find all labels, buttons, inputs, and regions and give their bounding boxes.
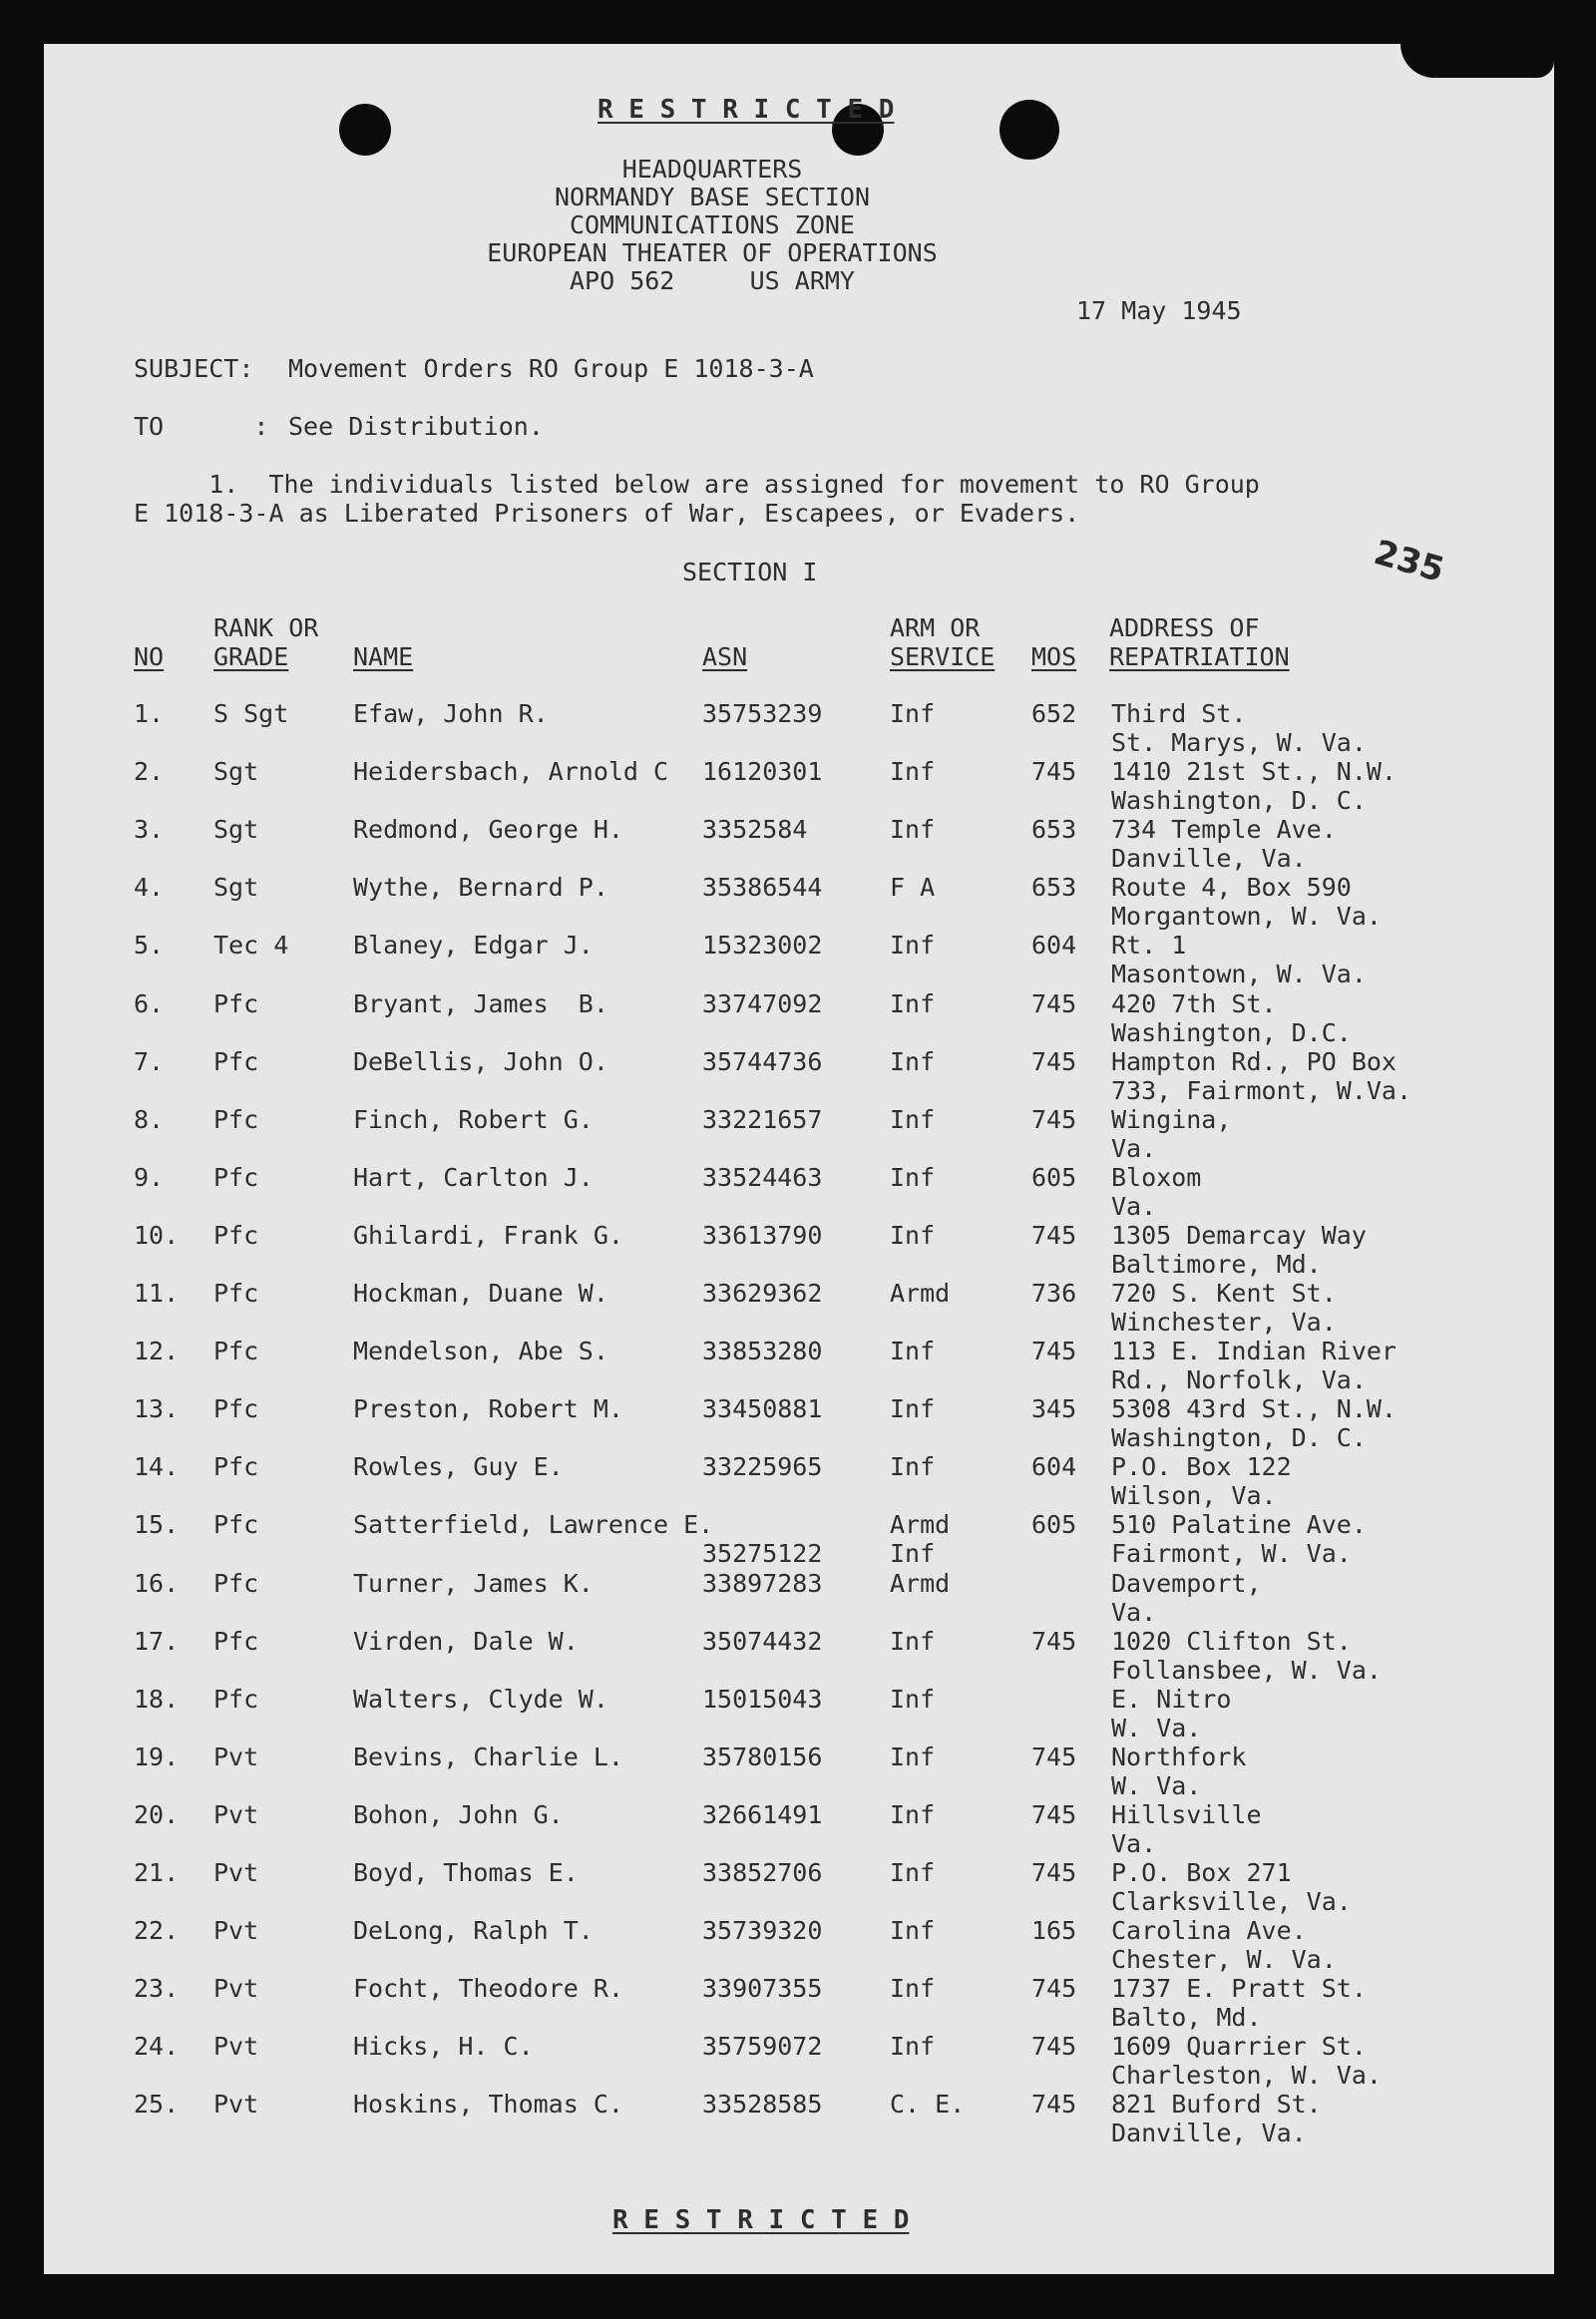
cell-rank: Pfc [213, 1279, 259, 1308]
cell-name: Hoskins, Thomas C. [353, 2090, 623, 2120]
cell-arm2: Inf [890, 1539, 936, 1569]
cell-addr2: Charleston, W. Va. [1111, 2061, 1382, 2091]
cell-asn: 15323002 [702, 931, 823, 961]
cell-addr1: Davemport, [1111, 1568, 1262, 1598]
cell-name: DeLong, Ralph T. [353, 1916, 594, 1946]
cell-addr1: 734 Temple Ave. [1111, 815, 1337, 845]
cell-name: Redmond, George H. [353, 815, 623, 845]
cell-addr1: E. Nitro [1111, 1684, 1232, 1714]
cell-addr2: Rd., Norfolk, Va. [1111, 1365, 1367, 1395]
cell-mos: 745 [1031, 1626, 1077, 1656]
cell-asn: 16120301 [702, 757, 823, 787]
cell-mos: 652 [1031, 699, 1077, 728]
cell-rank: Pfc [213, 1046, 259, 1076]
to-label: TO : [134, 412, 269, 441]
cell-addr1: Bloxom [1111, 1162, 1202, 1192]
subject-label: SUBJECT: [134, 354, 254, 383]
cell-no: 24. [134, 2032, 180, 2062]
table-row [44, 700, 1554, 758]
cell-name: Hart, Carlton J. [353, 1162, 594, 1192]
cell-no: 18. [134, 1684, 180, 1714]
footer-restricted: R E S T R I C T E D [612, 2205, 910, 2235]
cell-name: Bohon, John G. [353, 1799, 564, 1829]
subject-text: Movement Orders RO Group E 1018-3-A [288, 354, 814, 383]
cell-arm: Inf [890, 757, 936, 787]
table-row [44, 1280, 1554, 1338]
cell-rank: S Sgt [213, 699, 289, 728]
cell-addr2: Danville, Va. [1111, 844, 1307, 874]
section-title: SECTION I [682, 558, 818, 586]
header-no: NO [134, 642, 165, 671]
cell-no: 4. [134, 873, 165, 903]
cell-arm: Inf [890, 815, 936, 845]
cell-asn: 15015043 [702, 1684, 823, 1714]
torn-corner [1400, 44, 1554, 78]
cell-name: Walters, Clyde W. [353, 1684, 608, 1714]
cell-addr1: P.O. Box 122 [1111, 1452, 1292, 1482]
cell-rank: Pfc [213, 1510, 259, 1540]
cell-asn: 33221657 [702, 1104, 823, 1134]
cell-asn: 35275122 [702, 1539, 823, 1569]
cell-arm: Inf [890, 1741, 936, 1771]
cell-name: Mendelson, Abe S. [353, 1337, 608, 1366]
cell-mos: 745 [1031, 1858, 1077, 1887]
cell-no: 3. [134, 815, 165, 845]
cell-arm: F A [890, 873, 936, 903]
header-name: NAME [353, 642, 414, 671]
cell-arm: Inf [890, 699, 936, 728]
cell-no: 19. [134, 1741, 180, 1771]
cell-asn: 33613790 [702, 1220, 823, 1250]
document-page [44, 44, 1554, 2274]
cell-arm: Inf [890, 1684, 936, 1714]
cell-addr2: Va. [1111, 1191, 1157, 1221]
cell-asn: 33450881 [702, 1394, 823, 1424]
cell-addr2: Washington, D.C. [1111, 1017, 1352, 1047]
org-line-4: EUROPEAN THEATER OF OPERATIONS [487, 238, 938, 267]
cell-arm: Inf [890, 1626, 936, 1656]
cell-rank: Pfc [213, 1394, 259, 1424]
cell-mos: 653 [1031, 815, 1077, 845]
cell-arm: Armd [890, 1510, 951, 1540]
cell-rank: Pvt [213, 1858, 259, 1887]
cell-no: 21. [134, 1858, 180, 1887]
cell-mos: 605 [1031, 1162, 1077, 1192]
table-row [44, 990, 1554, 1048]
cell-rank: Pfc [213, 1337, 259, 1366]
cell-no: 22. [134, 1916, 180, 1946]
cell-mos: 745 [1031, 1220, 1077, 1250]
cell-arm: Armd [890, 1568, 951, 1598]
paragraph-line-2: E 1018-3-A as Liberated Prisoners of War, Escapees, or Evaders. [134, 499, 1080, 528]
cell-addr1: 5308 43rd St., N.W. [1111, 1394, 1396, 1424]
cell-no: 14. [134, 1452, 180, 1482]
cell-asn: 33629362 [702, 1279, 823, 1308]
cell-addr1: 510 Palatine Ave. [1111, 1510, 1367, 1540]
page-number-stamp: 235 [1369, 533, 1449, 591]
cell-rank: Pvt [213, 1916, 259, 1946]
header-rank: GRADE [213, 642, 289, 671]
cell-addr1: 821 Buford St. [1111, 2090, 1322, 2120]
cell-arm: Inf [890, 988, 936, 1018]
cell-addr1: Hampton Rd., PO Box [1111, 1046, 1396, 1076]
cell-no: 20. [134, 1799, 180, 1829]
cell-addr1: Carolina Ave. [1111, 1916, 1307, 1946]
cell-arm: Inf [890, 1858, 936, 1887]
cell-addr1: Route 4, Box 590 [1111, 873, 1352, 903]
punch-hole-left [339, 104, 391, 156]
table-row [44, 1628, 1554, 1686]
cell-asn: 33225965 [702, 1452, 823, 1482]
org-line-3: COMMUNICATIONS ZONE [570, 210, 855, 239]
header-addr: REPATRIATION [1109, 642, 1290, 671]
cell-asn: 33524463 [702, 1162, 823, 1192]
cell-rank: Pvt [213, 2032, 259, 2062]
cell-mos: 604 [1031, 931, 1077, 961]
cell-rank: Sgt [213, 757, 259, 787]
table-row [44, 1222, 1554, 1280]
cell-rank: Pfc [213, 1684, 259, 1714]
cell-rank: Pfc [213, 1568, 259, 1598]
cell-rank: Tec 4 [213, 931, 289, 961]
cell-no: 17. [134, 1626, 180, 1656]
cell-name: DeBellis, John O. [353, 1046, 608, 1076]
cell-asn: 35780156 [702, 1741, 823, 1771]
table-row [44, 1338, 1554, 1395]
cell-name: Bryant, James B. [353, 988, 608, 1018]
cell-mos: 745 [1031, 1104, 1077, 1134]
cell-name: Turner, James K. [353, 1568, 594, 1598]
cell-addr1: Northfork [1111, 1741, 1247, 1771]
cell-addr1: Third St. [1111, 699, 1247, 728]
header-restricted: R E S T R I C T E D [598, 95, 895, 125]
cell-name: Finch, Robert G. [353, 1104, 594, 1134]
cell-mos: 745 [1031, 2032, 1077, 2062]
cell-mos: 745 [1031, 757, 1077, 787]
cell-mos: 653 [1031, 873, 1077, 903]
cell-addr2: Chester, W. Va. [1111, 1945, 1337, 1975]
table-row [44, 1106, 1554, 1164]
cell-addr2: Fairmont, W. Va. [1111, 1539, 1352, 1569]
cell-addr1: 1410 21st St., N.W. [1111, 757, 1396, 787]
cell-addr1: 1609 Quarrier St. [1111, 2032, 1367, 2062]
cell-addr1: Hillsville [1111, 1799, 1262, 1829]
table-row [44, 932, 1554, 989]
cell-no: 6. [134, 988, 165, 1018]
cell-addr2: Clarksville, Va. [1111, 1887, 1352, 1916]
cell-addr2: Baltimore, Md. [1111, 1249, 1322, 1279]
cell-arm: Inf [890, 1799, 936, 1829]
cell-asn: 33747092 [702, 988, 823, 1018]
punch-hole-right [999, 100, 1059, 160]
table-row [44, 1801, 1554, 1859]
cell-rank: Pvt [213, 1741, 259, 1771]
cell-mos: 745 [1031, 1741, 1077, 1771]
cell-addr1: 1020 Clifton St. [1111, 1626, 1352, 1656]
cell-asn: 33907355 [702, 1974, 823, 2004]
cell-asn: 33853280 [702, 1337, 823, 1366]
cell-arm: Inf [890, 1916, 936, 1946]
cell-mos: 745 [1031, 2090, 1077, 2120]
cell-rank: Sgt [213, 873, 259, 903]
table-row [44, 1686, 1554, 1743]
cell-mos: 604 [1031, 1452, 1077, 1482]
cell-rank: Sgt [213, 815, 259, 845]
cell-addr2: St. Marys, W. Va. [1111, 728, 1367, 757]
cell-addr1: 420 7th St. [1111, 988, 1277, 1018]
cell-addr2: Wilson, Va. [1111, 1481, 1277, 1511]
cell-mos: 605 [1031, 1510, 1077, 1540]
cell-addr1: 1737 E. Pratt St. [1111, 1974, 1367, 2004]
table-row [44, 2091, 1554, 2148]
cell-no: 2. [134, 757, 165, 787]
table-row [44, 1395, 1554, 1453]
cell-mos: 745 [1031, 1046, 1077, 1076]
cell-addr2: 733, Fairmont, W.Va. [1111, 1075, 1412, 1105]
cell-no: 1. [134, 699, 165, 728]
cell-name: Blaney, Edgar J. [353, 931, 594, 961]
table-row [44, 1570, 1554, 1628]
cell-addr1: P.O. Box 271 [1111, 1858, 1292, 1887]
cell-rank: Pfc [213, 1626, 259, 1656]
cell-arm: Inf [890, 1104, 936, 1134]
header-mos: MOS [1031, 642, 1077, 671]
header-arm: SERVICE [890, 642, 996, 671]
cell-name: Hockman, Duane W. [353, 1279, 608, 1308]
cell-addr2: Masontown, W. Va. [1111, 960, 1367, 989]
cell-no: 9. [134, 1162, 165, 1192]
cell-no: 25. [134, 2090, 180, 2120]
cell-mos: 745 [1031, 1337, 1077, 1366]
cell-name: Boyd, Thomas E. [353, 1858, 579, 1887]
cell-asn: 33897283 [702, 1568, 823, 1598]
cell-addr2: Va. [1111, 1828, 1157, 1858]
cell-rank: Pfc [213, 988, 259, 1018]
cell-arm: Armd [890, 1279, 951, 1308]
cell-addr2: Follansbee, W. Va. [1111, 1655, 1382, 1685]
cell-addr1: Wingina, [1111, 1104, 1232, 1134]
cell-addr1: 113 E. Indian River [1111, 1337, 1396, 1366]
cell-mos: 165 [1031, 1916, 1077, 1946]
cell-arm: Inf [890, 931, 936, 961]
cell-name: Efaw, John R. [353, 699, 549, 728]
cell-no: 16. [134, 1568, 180, 1598]
cell-name: Rowles, Guy E. [353, 1452, 564, 1482]
table-row [44, 758, 1554, 816]
cell-mos: 745 [1031, 1799, 1077, 1829]
cell-rank: Pvt [213, 2090, 259, 2120]
organization-block [303, 156, 1121, 295]
cell-rank: Pfc [213, 1104, 259, 1134]
cell-rank: Pfc [213, 1162, 259, 1192]
table-row [44, 1917, 1554, 1975]
cell-name: Focht, Theodore R. [353, 1974, 623, 2004]
cell-arm: Inf [890, 1394, 936, 1424]
cell-mos: 736 [1031, 1279, 1077, 1308]
cell-no: 10. [134, 1220, 180, 1250]
cell-asn: 35739320 [702, 1916, 823, 1946]
cell-addr2: Va. [1111, 1597, 1157, 1627]
table-row [44, 1453, 1554, 1511]
cell-asn: 35759072 [702, 2032, 823, 2062]
org-line-1: HEADQUARTERS [621, 155, 803, 184]
cell-mos: 745 [1031, 1974, 1077, 2004]
header-asn: ASN [702, 642, 748, 671]
cell-arm: Inf [890, 1452, 936, 1482]
table-row [44, 1511, 1554, 1569]
cell-addr2: Morgantown, W. Va. [1111, 902, 1382, 932]
header-arm-top: ARM OR [890, 613, 981, 642]
table-row [44, 1743, 1554, 1801]
table-row [44, 1859, 1554, 1917]
cell-no: 13. [134, 1394, 180, 1424]
cell-addr2: W. Va. [1111, 1713, 1202, 1742]
cell-arm: Inf [890, 1337, 936, 1366]
cell-no: 12. [134, 1337, 180, 1366]
cell-name: Bevins, Charlie L. [353, 1741, 623, 1771]
cell-name: Heidersbach, Arnold C [353, 757, 669, 787]
paragraph-line-1: 1. The individuals listed below are assigned for movement to RO Group [134, 470, 1260, 499]
table-row [44, 874, 1554, 932]
cell-no: 23. [134, 1974, 180, 2004]
cell-name: Ghilardi, Frank G. [353, 1220, 623, 1250]
table-row [44, 1164, 1554, 1222]
to-text: See Distribution. [288, 412, 544, 441]
cell-addr2: W. Va. [1111, 1770, 1202, 1800]
cell-name: Virden, Dale W. [353, 1626, 579, 1656]
cell-addr2: Washington, D. C. [1111, 786, 1367, 816]
cell-addr2: Balto, Md. [1111, 2003, 1262, 2033]
cell-arm: Inf [890, 1162, 936, 1192]
cell-mos: 745 [1031, 988, 1077, 1018]
cell-asn: 33528585 [702, 2090, 823, 2120]
cell-name: Satterfield, Lawrence E. [353, 1510, 714, 1540]
cell-arm: Inf [890, 1046, 936, 1076]
cell-asn: 35744736 [702, 1046, 823, 1076]
cell-no: 15. [134, 1510, 180, 1540]
cell-asn: 35753239 [702, 699, 823, 728]
cell-addr2: Danville, Va. [1111, 2119, 1307, 2148]
cell-addr1: 1305 Demarcay Way [1111, 1220, 1367, 1250]
cell-no: 11. [134, 1279, 180, 1308]
cell-name: Preston, Robert M. [353, 1394, 623, 1424]
document-date: 17 May 1945 [1076, 296, 1242, 325]
cell-name: Hicks, H. C. [353, 2032, 534, 2062]
table-row [44, 816, 1554, 874]
header-addr-top: ADDRESS OF [1109, 613, 1260, 642]
cell-arm: Inf [890, 1974, 936, 2004]
org-line-2: NORMANDY BASE SECTION [554, 183, 871, 211]
table-row [44, 2033, 1554, 2091]
cell-asn: 35386544 [702, 873, 823, 903]
cell-arm: C. E. [890, 2090, 966, 2120]
cell-addr1: 720 S. Kent St. [1111, 1279, 1337, 1308]
cell-addr2: Washington, D. C. [1111, 1423, 1367, 1453]
table-row [44, 1048, 1554, 1106]
cell-no: 7. [134, 1046, 165, 1076]
cell-rank: Pfc [213, 1452, 259, 1482]
org-line-5: APO 562 US ARMY [570, 266, 855, 295]
cell-asn: 35074432 [702, 1626, 823, 1656]
cell-arm: Inf [890, 2032, 936, 2062]
cell-addr2: Winchester, Va. [1111, 1308, 1337, 1337]
cell-asn: 33852706 [702, 1858, 823, 1887]
cell-addr2: Va. [1111, 1133, 1157, 1163]
cell-arm: Inf [890, 1220, 936, 1250]
cell-mos: 345 [1031, 1394, 1077, 1424]
cell-asn: 32661491 [702, 1799, 823, 1829]
cell-rank: Pvt [213, 1974, 259, 2004]
cell-rank: Pfc [213, 1220, 259, 1250]
cell-no: 8. [134, 1104, 165, 1134]
cell-addr1: Rt. 1 [1111, 931, 1187, 961]
header-rank-top: RANK OR [213, 613, 319, 642]
cell-rank: Pvt [213, 1799, 259, 1829]
cell-asn: 3352584 [702, 815, 808, 845]
cell-name: Wythe, Bernard P. [353, 873, 608, 903]
table-row [44, 1975, 1554, 2033]
cell-no: 5. [134, 931, 165, 961]
